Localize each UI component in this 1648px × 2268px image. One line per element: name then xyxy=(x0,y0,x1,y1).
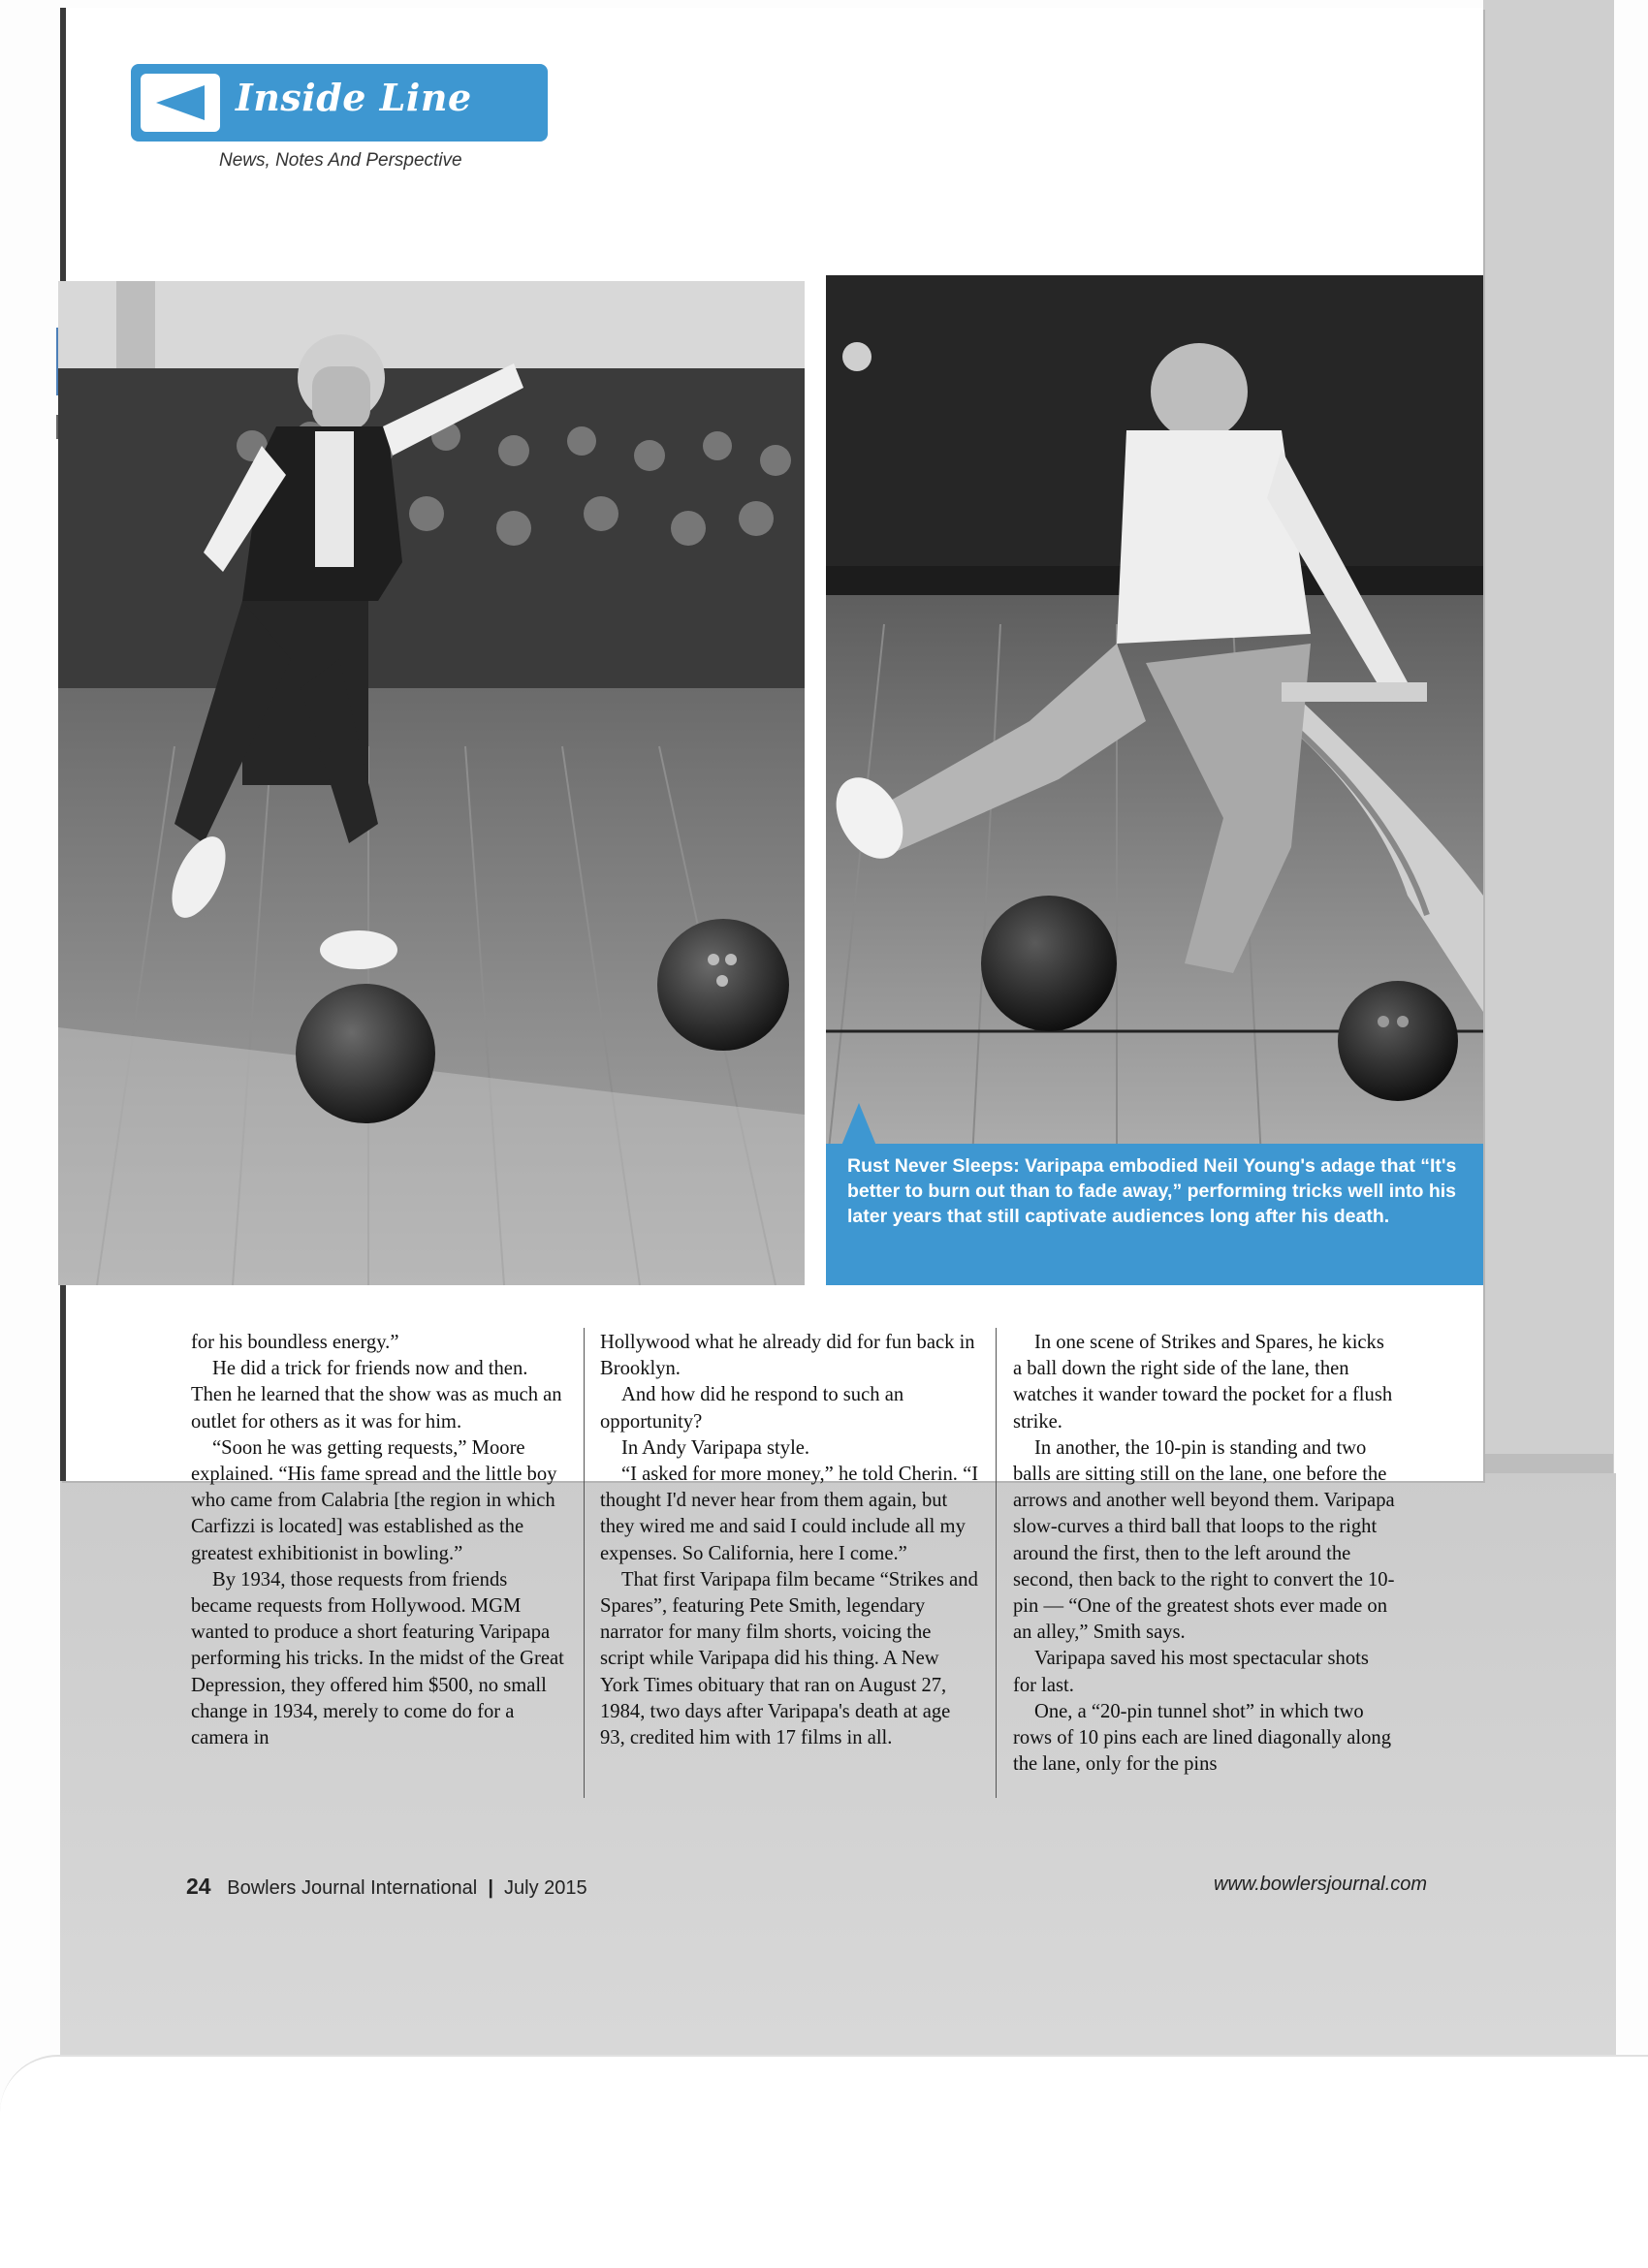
paragraph: And how did he respond to such an opportunity? xyxy=(600,1384,904,1433)
paragraph: In Andy Varipapa style. xyxy=(621,1436,810,1459)
section-title: Inside Line xyxy=(236,76,472,119)
caption-pointer xyxy=(841,1103,876,1146)
photo-left xyxy=(58,281,805,1285)
left-arrow-icon xyxy=(141,74,220,132)
column-rule xyxy=(996,1328,997,1798)
article-column-1 xyxy=(191,1330,571,1751)
magazine-page xyxy=(60,8,1483,1899)
section-header xyxy=(131,64,548,142)
issue-date: July 2015 xyxy=(504,1877,587,1899)
publication-name: Bowlers Journal International xyxy=(227,1877,478,1899)
footer-separator: | xyxy=(488,1877,493,1899)
page-footer-left xyxy=(186,1874,587,1900)
paragraph: In one scene of Strikes and Spares, he kicks a ball down the right side of the lane, then watches it wander toward the pocket for a flush strike. xyxy=(1013,1332,1393,1433)
paragraph: for his boundless energy.” xyxy=(191,1332,399,1353)
section-subtitle: News, Notes And Perspective xyxy=(219,150,462,171)
paragraph: Varipapa saved his most spectacular shots for last. xyxy=(1013,1648,1369,1696)
paragraph: One, a “20-pin tunnel shot” in which two rows of 10 pins each are lined diagonally along the lane, only for the pins xyxy=(1013,1700,1392,1776)
article-column-2 xyxy=(600,1330,980,1751)
column-rule xyxy=(584,1328,585,1798)
paragraph: By 1934, those requests from friends became requests from Hollywood. MGM wanted to produce a short featuring Varipapa performing his tricks. In the midst of the Great Depression, they offered him $500, no small change in 1934, merely to come do for a camera in xyxy=(191,1568,564,1749)
photo-caption: Rust Never Sleeps: Varipapa embodied Neil Young's adage that “It's better to burn out than to fade away,” performing tricks well into his later years that still captivate audiences long after his death. xyxy=(847,1155,1457,1227)
scan-bottom-edge xyxy=(0,2055,1648,2268)
photo-right xyxy=(826,275,1483,1177)
article-column-3 xyxy=(1013,1330,1396,1778)
page-number: 24 xyxy=(186,1874,211,1899)
paragraph: In another, the 10-pin is standing and two balls are sitting still on the lane, one before the arrows and another well beyond them. Varipapa slow-curves a third ball that loops to the right around the first, then to the left around the second, then back to the right to convert the 10-pin — “One of the greatest shots ever made on an alley,” Smith says. xyxy=(1013,1436,1395,1644)
paragraph: “Soon he was getting requests,” Moore explained. “His fame spread and the little boy who came from Calabria [the region in which Carfizzi is located] was established as the greatest exhibitionist in bowling.” xyxy=(191,1436,557,1564)
paragraph: Hollywood what he already did for fun back in Brooklyn. xyxy=(600,1332,975,1380)
paragraph: He did a trick for friends now and then. Then he learned that the show was as much an outlet for others as it was for him. xyxy=(191,1358,562,1433)
website-url: www.bowlersjournal.com xyxy=(1214,1874,1428,1895)
paragraph: That first Varipapa film became “Strikes and Spares”, featuring Pete Smith, legendary narrator for many film shorts, voicing the script while Varipapa did his thing. A New York Times obituary that ran on August 27, 1984, two days after Varipapa's death at age 93, credited him with 17 films in all. xyxy=(600,1568,978,1749)
paragraph: “I asked for more money,” he told Cherin. “I thought I'd never hear from them again, but they wired me and said I could include all my expenses. So California, here I come.” xyxy=(600,1464,979,1564)
